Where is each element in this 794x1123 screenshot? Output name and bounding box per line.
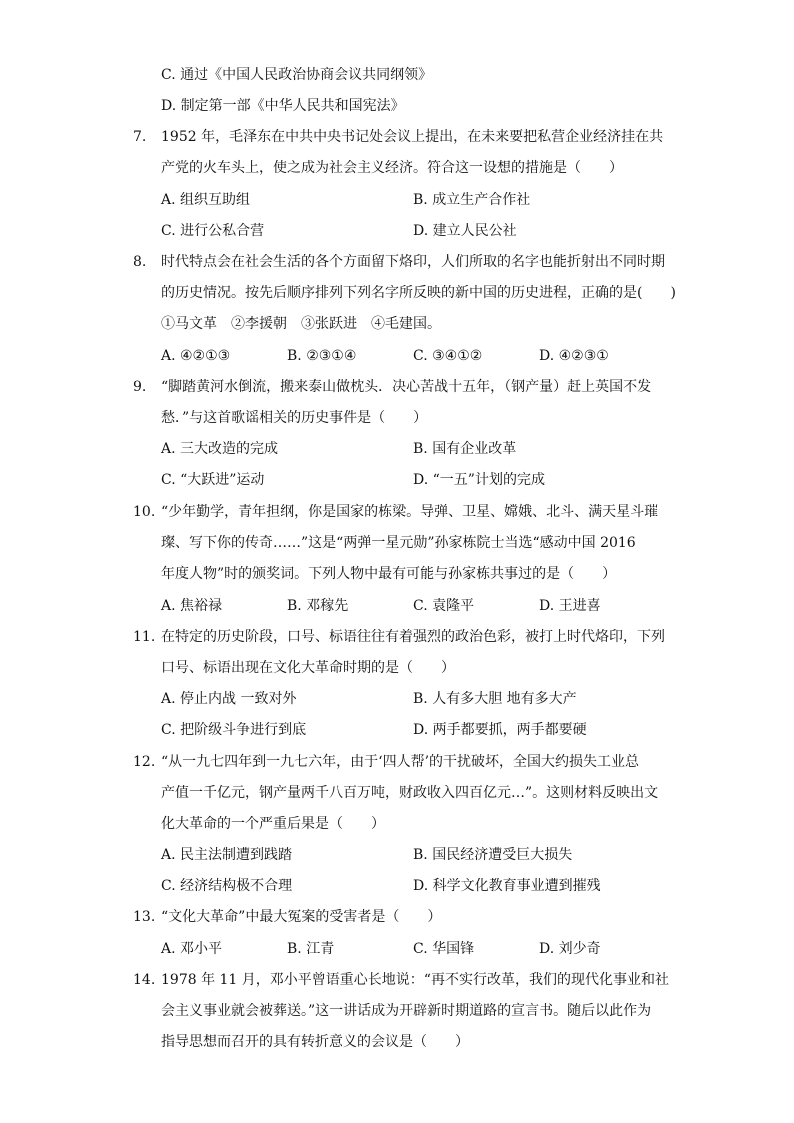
- q12-option-b: B. 国民经济遭受巨大损失: [413, 847, 573, 863]
- q11-stem-line-1: 在特定的历史阶段，口号、标语往往有着强烈的政治色彩，被打上时代烙印，下列: [161, 629, 665, 645]
- q8-number: 8.: [133, 254, 147, 270]
- q8-stem-line-3: ①马文革 ②李援朝 ③张跃进 ④毛建国。: [161, 316, 441, 332]
- q9-option-b: B. 国有企业改革: [413, 441, 517, 457]
- q8-option-a: A. ④②①③: [161, 348, 231, 364]
- q13-number: 13.: [133, 909, 156, 925]
- q6-option-d: D. 制定第一部《中华人民共和国宪法》: [161, 98, 405, 114]
- q10-option-d: D. 王进喜: [539, 598, 601, 614]
- q12-stem-line-3: 化大革命的一个严重后果是（ ）: [161, 816, 385, 832]
- q11-option-a: A. 停止内战 一致对外: [161, 691, 297, 707]
- q8-stem-line-2: 的历史情况。按先后顺序排列下列名字所反映的新中国的历史进程，正确的是( ): [161, 285, 676, 301]
- q13-stem-line-1: “文化大革命”中最大冤案的受害者是（ ）: [161, 909, 442, 925]
- q9-option-d: D. “一五”计划的完成: [413, 472, 545, 488]
- q12-number: 12.: [133, 754, 156, 770]
- q13-option-a: A. 邓小平: [161, 941, 223, 957]
- q12-option-a: A. 民主法制遭到践踏: [161, 847, 293, 863]
- q10-number: 10.: [133, 504, 156, 520]
- q14-stem-line-2: 会主义事业就会被葬送。”这一讲话成为开辟新时期道路的宣言书。随后以此作为: [161, 1003, 652, 1019]
- q13-option-c: C. 华国锋: [413, 941, 475, 957]
- q7-option-a: A. 组织互助组: [161, 192, 251, 208]
- q10-stem-line-1: “少年勤学，青年担纲，你是国家的栋梁。导弹、卫星、嫦娥、北斗、满天星斗璀: [161, 504, 659, 520]
- q8-stem-line-1: 时代特点会在社会生活的各个方面留下烙印，人们所取的名字也能折射出不同时期: [161, 254, 665, 270]
- q10-option-a: A. 焦裕禄: [161, 598, 223, 614]
- q9-stem-line-1: “脚踏黄河水倒流，搬来泰山做枕头．决心苦战十五年，（钢产量）赶上英国不发: [161, 379, 652, 395]
- q6-option-c: C. 通过《中国人民政治协商会议共同纲领》: [161, 67, 433, 83]
- q7-number: 7.: [133, 129, 147, 145]
- q9-number: 9.: [133, 379, 147, 395]
- q12-stem-line-1: “从一九七四年到一九七六年，由于‘四人帮’的干扰破坏，全国大约损失工业总: [161, 754, 640, 770]
- q8-option-c: C. ③④①②: [413, 348, 483, 364]
- q7-option-c: C. 进行公私合营: [161, 223, 265, 239]
- q9-option-a: A. 三大改造的完成: [161, 441, 279, 457]
- q11-stem-line-2: 口号、标语出现在文化大革命时期的是（ ）: [161, 660, 455, 676]
- q10-stem-line-2: 璨、写下你的传奇……”这是“两弹一星元勋”孙家栋院士当选“感动中国 2016: [161, 535, 636, 551]
- q9-stem-line-2: 愁．”与这首歌谣相关的历史事件是（ ）: [161, 410, 428, 426]
- q7-option-d: D. 建立人民公社: [413, 223, 517, 239]
- q11-option-b: B. 人有多大胆 地有多大产: [413, 691, 577, 707]
- q11-option-c: C. 把阶级斗争进行到底: [161, 722, 307, 738]
- q8-option-b: B. ②③①④: [287, 348, 357, 364]
- q7-option-b: B. 成立生产合作社: [413, 192, 531, 208]
- q11-number: 11.: [133, 629, 156, 645]
- q9-option-c: C. “大跃进”运动: [161, 472, 265, 488]
- q7-stem-line-2: 产党的火车头上，使之成为社会主义经济。符合这一设想的措施是（ ）: [161, 160, 623, 176]
- q10-option-c: C. 袁隆平: [413, 598, 475, 614]
- q13-option-b: B. 江青: [287, 941, 335, 957]
- q7-stem-line-1: 1952 年，毛泽东在中共中央书记处会议上提出，在未来要把私营企业经济挂在共: [161, 129, 664, 145]
- q8-option-d: D. ④②③①: [539, 348, 609, 364]
- q12-option-d: D. 科学文化教育事业遭到摧残: [413, 878, 601, 894]
- q14-stem-line-3: 指导思想而召开的具有转折意义的会议是（ ）: [161, 1034, 469, 1050]
- q12-stem-line-2: 产值一千亿元，钢产量两千八百万吨，财政收入四百亿元…”。这则材料反映出文: [161, 785, 659, 801]
- q10-option-b: B. 邓稼先: [287, 598, 349, 614]
- q11-option-d: D. 两手都要抓，两手都要硬: [413, 722, 587, 738]
- q10-stem-line-3: 年度人物”时的颁奖词。下列人物中最有可能与孙家栋共事过的是（ ）: [161, 566, 617, 582]
- q14-stem-line-1: 1978 年 11 月，邓小平曾语重心长地说：“再不实行改革，我们的现代化事业和社: [161, 972, 669, 988]
- q13-option-d: D. 刘少奇: [539, 941, 601, 957]
- q12-option-c: C. 经济结构极不合理: [161, 878, 293, 894]
- q14-number: 14.: [133, 972, 156, 988]
